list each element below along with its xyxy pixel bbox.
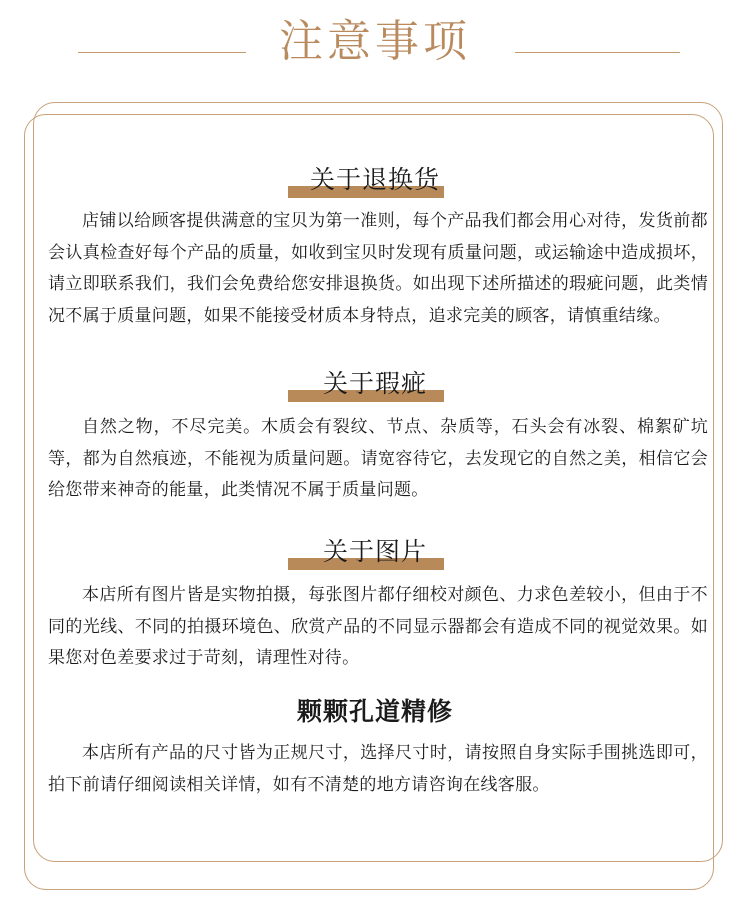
section-title: 关于退换货 [309, 165, 440, 194]
section-body-returns: 店铺以给顾客提供满意的宝贝为第一准则，每个产品我们都会用心对待，发货前都会认真检查好每个产品的质量，如收到宝贝时发现有质量问题，或运输途中造成损坏，请立即联系我们，我们会免费给您安排退换货。如出现下述所描述的瑕疵问题，此类情况不属于质量问题，如果不能接受材质本身特点，追求完美的顾客，请慎重结缘。 [48, 211, 708, 326]
section-body-holes: 本店所有产品的尺寸皆为正规尺寸，选择尺寸时，请按照自身实际手围挑选即可，拍下前请仔细阅读相关详情，如有不清楚的地方请咨询在线客服。 [48, 743, 708, 795]
section-title: 颗颗孔道精修 [296, 697, 453, 726]
page-title: 注意事项 [279, 16, 471, 67]
section-heading-photos [0, 534, 750, 574]
section-body-photos: 本店所有图片皆是实物拍摄，每张图片都仔细校对颜色、力求色差较小，但由于不同的光线、不同的拍摄环境色、欣赏产品的不同显示器都会有造成不同的视觉效果。如果您对色差要求过于苛刻，请理性对待。 [48, 585, 708, 668]
section-heading-holes [0, 694, 750, 734]
section-title: 关于图片 [322, 537, 427, 566]
section-heading-flaws [0, 366, 750, 406]
section-title: 关于瑕疵 [322, 369, 427, 398]
page-header [0, 8, 750, 78]
section-body-flaws: 自然之物，不尽完美。木质会有裂纹、节点、杂质等，石头会有冰裂、棉絮矿坑等，都为自然痕迹，不能视为质量问题。请宽容待它，去发现它的自然之美，相信它会给您带来神奇的能量，此类情况不属于质量问题。 [48, 417, 708, 500]
section-heading-returns [0, 162, 750, 202]
title-divider-right [515, 52, 680, 53]
